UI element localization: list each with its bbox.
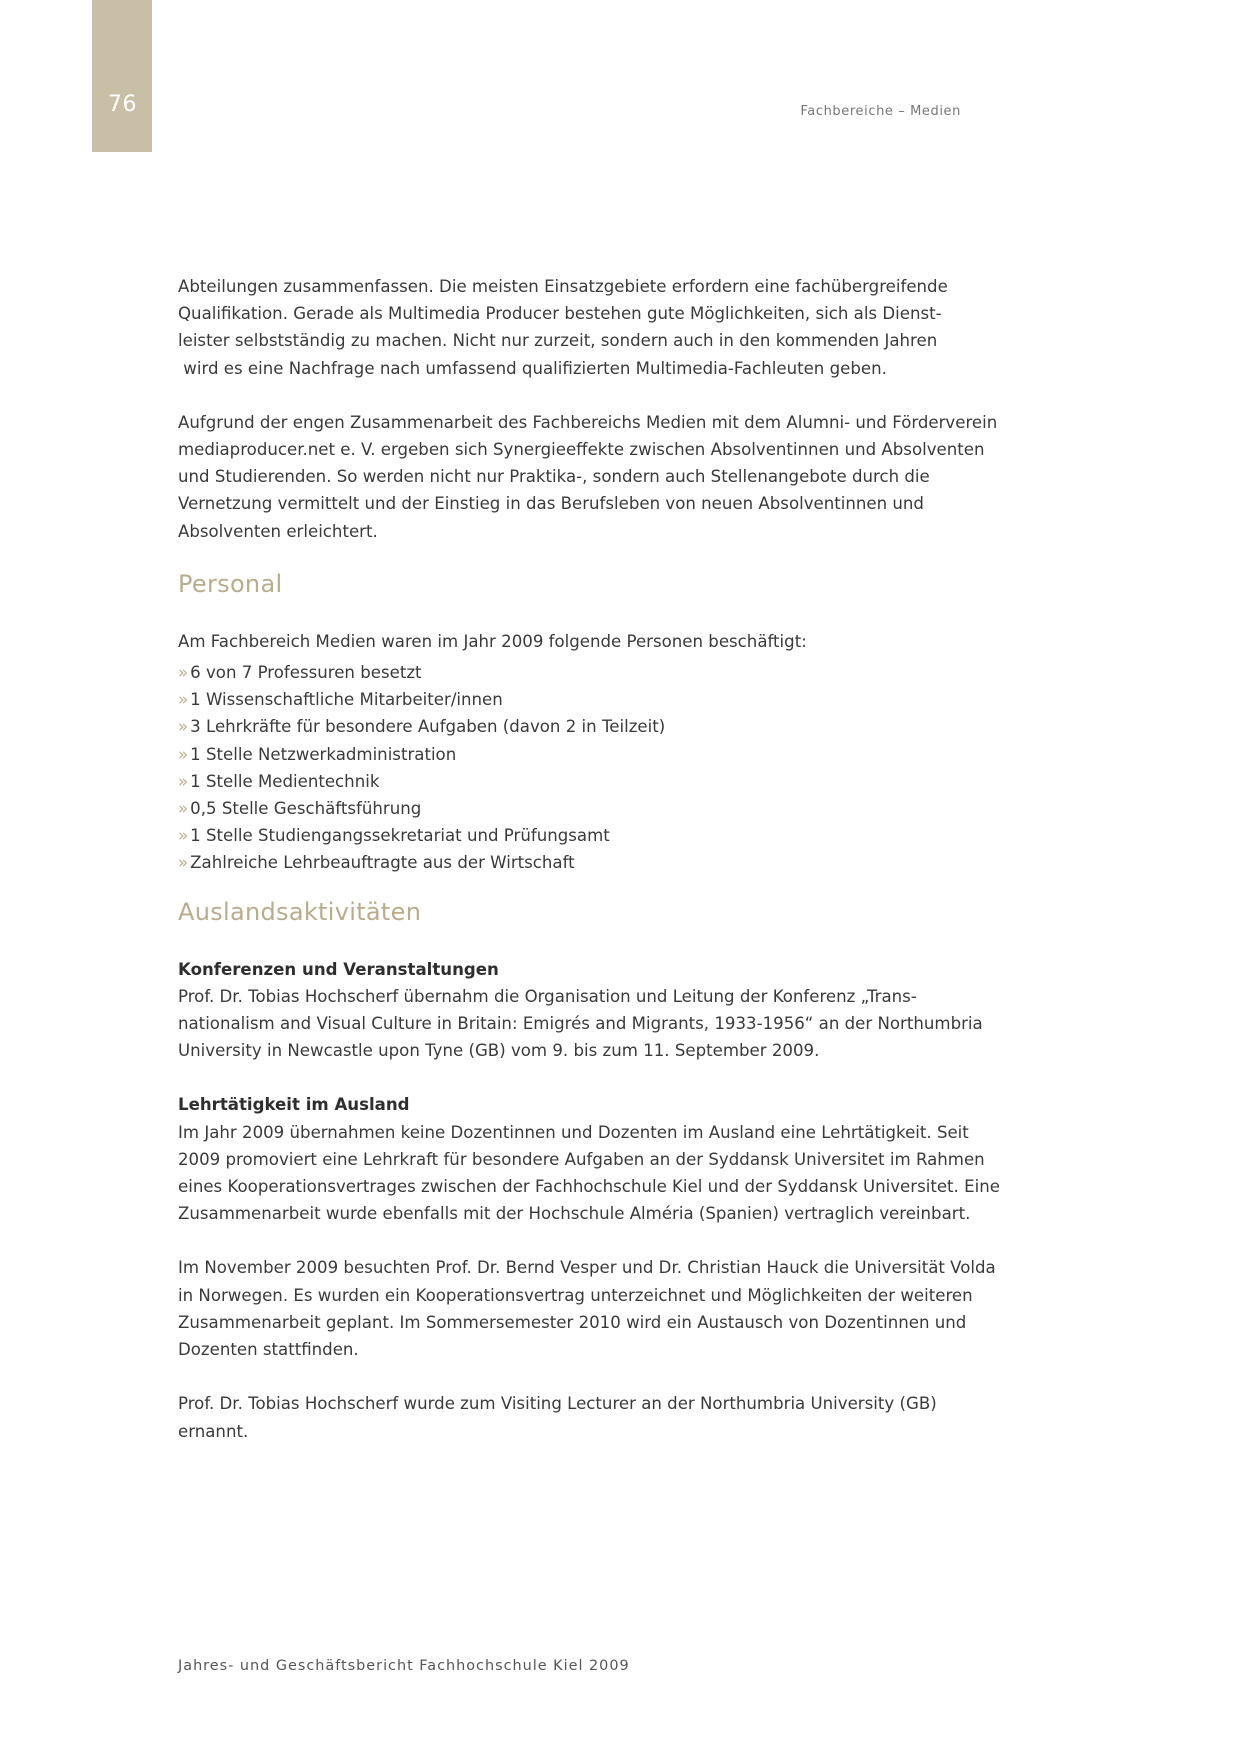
lehrtaetigkeit-block bbox=[178, 1091, 1000, 1227]
intro-paragraph-1 bbox=[178, 273, 978, 382]
text-line: Qualifikation. Gerade als Multimedia Producer bestehen gute Möglichkeiten, sich als Dienst- bbox=[178, 304, 942, 324]
section-heading-personal: Personal bbox=[178, 569, 283, 598]
main-content bbox=[178, 273, 1000, 1472]
personal-list bbox=[178, 659, 978, 877]
visiting-lecturer-paragraph bbox=[178, 1390, 978, 1444]
text-line: Vernetzung vermittelt und der Einstieg in das Berufsleben von neuen Absolventinnen und bbox=[178, 494, 924, 514]
text-line: Prof. Dr. Tobias Hochscherf wurde zum Visiting Lecturer an der Northumbria University (GB) bbox=[178, 1394, 937, 1414]
running-head: Fachbereiche – Medien bbox=[800, 104, 961, 119]
list-item bbox=[178, 741, 978, 768]
konferenzen-block bbox=[178, 956, 983, 1065]
text-line: 2009 promoviert eine Lehrkraft für besondere Aufgaben an der Syddansk Universitet im Rahmen bbox=[178, 1149, 985, 1169]
section-heading-ausland: Auslandsaktivitäten bbox=[178, 897, 422, 926]
bullet-marker: » bbox=[178, 717, 189, 737]
text-line: ernannt. bbox=[178, 1421, 249, 1441]
list-item-text: 6 von 7 Professuren besetzt bbox=[190, 663, 422, 683]
bullet-marker: » bbox=[178, 663, 189, 683]
text-line: Dozenten stattfinden. bbox=[178, 1340, 359, 1360]
page-number: 76 bbox=[108, 92, 137, 117]
personal-lead: Am Fachbereich Medien waren im Jahr 2009 folgende Personen beschäftigt: bbox=[178, 631, 807, 651]
list-item-text: 1 Stelle Studiengangssekretariat und Prüfungsamt bbox=[190, 826, 610, 846]
text-line: und Studierenden. So werden nicht nur Praktika-, sondern auch Stellenangebote durch die bbox=[178, 467, 930, 487]
bullet-marker: » bbox=[178, 690, 189, 710]
list-item-text: 1 Wissenschaftliche Mitarbeiter/innen bbox=[190, 690, 503, 710]
page-tab bbox=[92, 0, 152, 152]
bullet-marker: » bbox=[178, 771, 189, 791]
volda-paragraph bbox=[178, 1254, 996, 1363]
text-line: Zusammenarbeit wurde ebenfalls mit der Hochschule Alméria (Spanien) vertraglich vereinbart. bbox=[178, 1204, 971, 1224]
list-item-text: 0,5 Stelle Geschäftsführung bbox=[190, 799, 422, 819]
list-item bbox=[178, 659, 978, 686]
bullet-marker: » bbox=[178, 826, 189, 846]
text-line: Aufgrund der engen Zusammenarbeit des Fachbereichs Medien mit dem Alumni- und Förderverein bbox=[178, 412, 998, 432]
list-item bbox=[178, 713, 978, 740]
bullet-marker: » bbox=[178, 799, 189, 819]
subheading-konferenzen: Konferenzen und Veranstaltungen bbox=[178, 959, 499, 979]
text-line: eines Kooperationsvertrages zwischen der Fachhochschule Kiel und der Syddansk Universitet. Eine bbox=[178, 1177, 1000, 1197]
intro-paragraph-2 bbox=[178, 409, 998, 545]
text-line: Abteilungen zusammenfassen. Die meisten Einsatzgebiete erfordern eine fachübergreifende bbox=[178, 277, 948, 296]
text-line: in Norwegen. Es wurden ein Kooperationsvertrag unterzeichnet und Möglichkeiten der weiteren bbox=[178, 1285, 973, 1305]
text-line: Im November 2009 besuchten Prof. Dr. Bernd Vesper und Dr. Christian Hauck die Universität Volda bbox=[178, 1258, 996, 1278]
list-item-text: Zahlreiche Lehrbeauftragte aus der Wirtschaft bbox=[190, 853, 575, 873]
text-line: Absolventen erleichtert. bbox=[178, 521, 378, 541]
list-item bbox=[178, 686, 978, 713]
list-item-text: 3 Lehrkräfte für besondere Aufgaben (davon 2 in Teilzeit) bbox=[190, 717, 666, 737]
text-line: mediaproducer.net e. V. ergeben sich Synergieeffekte zwischen Absolventinnen und Absolventen bbox=[178, 440, 985, 460]
text-line: Zusammenarbeit geplant. Im Sommersemester 2010 wird ein Austausch von Dozentinnen und bbox=[178, 1312, 967, 1332]
list-item bbox=[178, 822, 978, 849]
text-line: University in Newcastle upon Tyne (GB) vom 9. bis zum 11. September 2009. bbox=[178, 1041, 820, 1061]
subheading-lehrtaetigkeit: Lehrtätigkeit im Ausland bbox=[178, 1095, 410, 1115]
list-item bbox=[178, 795, 978, 822]
list-item bbox=[178, 768, 978, 795]
bullet-marker: » bbox=[178, 744, 189, 764]
text-line: Prof. Dr. Tobias Hochscherf übernahm die Organisation und Leitung der Konferenz „Trans- bbox=[178, 986, 917, 1006]
list-item-text: 1 Stelle Medientechnik bbox=[190, 771, 380, 791]
bullet-marker: » bbox=[178, 853, 189, 873]
page-footer: Jahres- und Geschäftsbericht Fachhochschule Kiel 2009 bbox=[178, 1658, 630, 1674]
list-item-text: 1 Stelle Netzwerkadministration bbox=[190, 744, 457, 764]
text-line: wird es eine Nachfrage nach umfassend qualifizierten Multimedia-Fachleuten geben. bbox=[178, 358, 887, 378]
list-item bbox=[178, 849, 978, 876]
text-line: nationalism and Visual Culture in Britain: Emigrés and Migrants, 1933-1956“ an der Northumbria bbox=[178, 1014, 983, 1034]
text-line: leister selbstständig zu machen. Nicht nur zurzeit, sondern auch in den kommenden Jahren bbox=[178, 331, 938, 351]
text-line: Im Jahr 2009 übernahmen keine Dozentinnen und Dozenten im Ausland eine Lehrtätigkeit. Seit bbox=[178, 1122, 969, 1142]
